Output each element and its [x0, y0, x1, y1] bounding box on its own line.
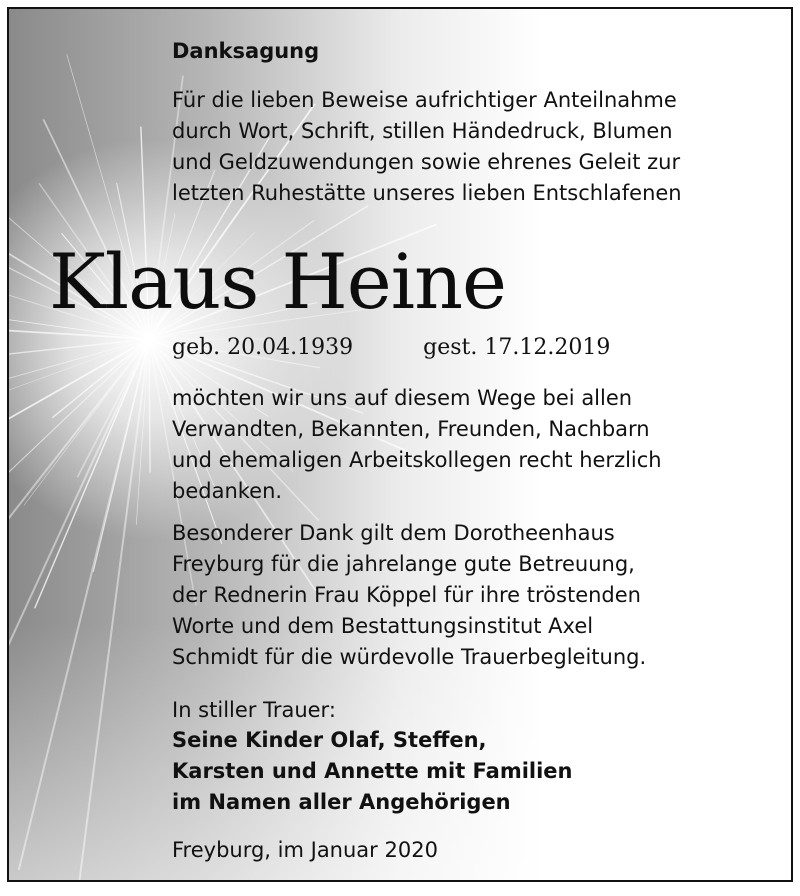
birth-date: geb. 20.04.1939	[172, 335, 354, 360]
thanks-line: und ehemaligen Arbeitskollegen recht herzlich	[172, 448, 662, 472]
special-thanks-line: Freyburg für die jahrelange gute Betreuung,	[172, 552, 635, 576]
place-and-date: Freyburg, im Januar 2020	[172, 838, 438, 862]
intro-line: und Geldzuwendungen sowie ehrenes Geleit zur	[172, 150, 681, 174]
intro-text	[172, 85, 782, 209]
mourning-label: In stiller Trauer:	[172, 698, 336, 722]
special-thanks-line: Besonderer Dank gilt dem Dorotheenhaus	[172, 521, 615, 545]
mourners-line: Seine Kinder Olaf, Steffen,	[172, 728, 487, 752]
special-thanks-line: Worte und dem Bestattungsinstitut Axel	[172, 614, 594, 638]
mourners-list	[172, 725, 573, 818]
thanks-paragraph	[172, 383, 782, 507]
thanks-line: bedanken.	[172, 479, 283, 503]
intro-line: Für die lieben Beweise aufrichtiger Anteilnahme	[172, 88, 677, 112]
deceased-name: Klaus Heine	[49, 237, 506, 326]
life-dates	[172, 332, 610, 364]
special-thanks-line: der Rednerin Frau Köppel für ihre tröstenden	[172, 583, 641, 607]
thanks-line: möchten wir uns auf diesem Wege bei allen	[172, 386, 633, 410]
obituary-card	[7, 7, 793, 882]
mourners-line: im Namen aller Angehörigen	[172, 790, 511, 814]
mourners-line: Karsten und Annette mit Familien	[172, 759, 573, 783]
death-date: gest. 17.12.2019	[423, 335, 611, 360]
intro-line: letzten Ruhestätte unseres lieben Entschlafenen	[172, 181, 682, 205]
intro-line: durch Wort, Schrift, stillen Händedruck, Blumen	[172, 119, 673, 143]
thanks-line: Verwandten, Bekannten, Freunden, Nachbarn	[172, 417, 650, 441]
special-thanks-line: Schmidt für die würdevolle Trauerbegleitung.	[172, 645, 647, 669]
special-thanks-paragraph	[172, 518, 782, 673]
notice-heading: Danksagung	[172, 39, 320, 63]
notice-content	[9, 9, 791, 880]
